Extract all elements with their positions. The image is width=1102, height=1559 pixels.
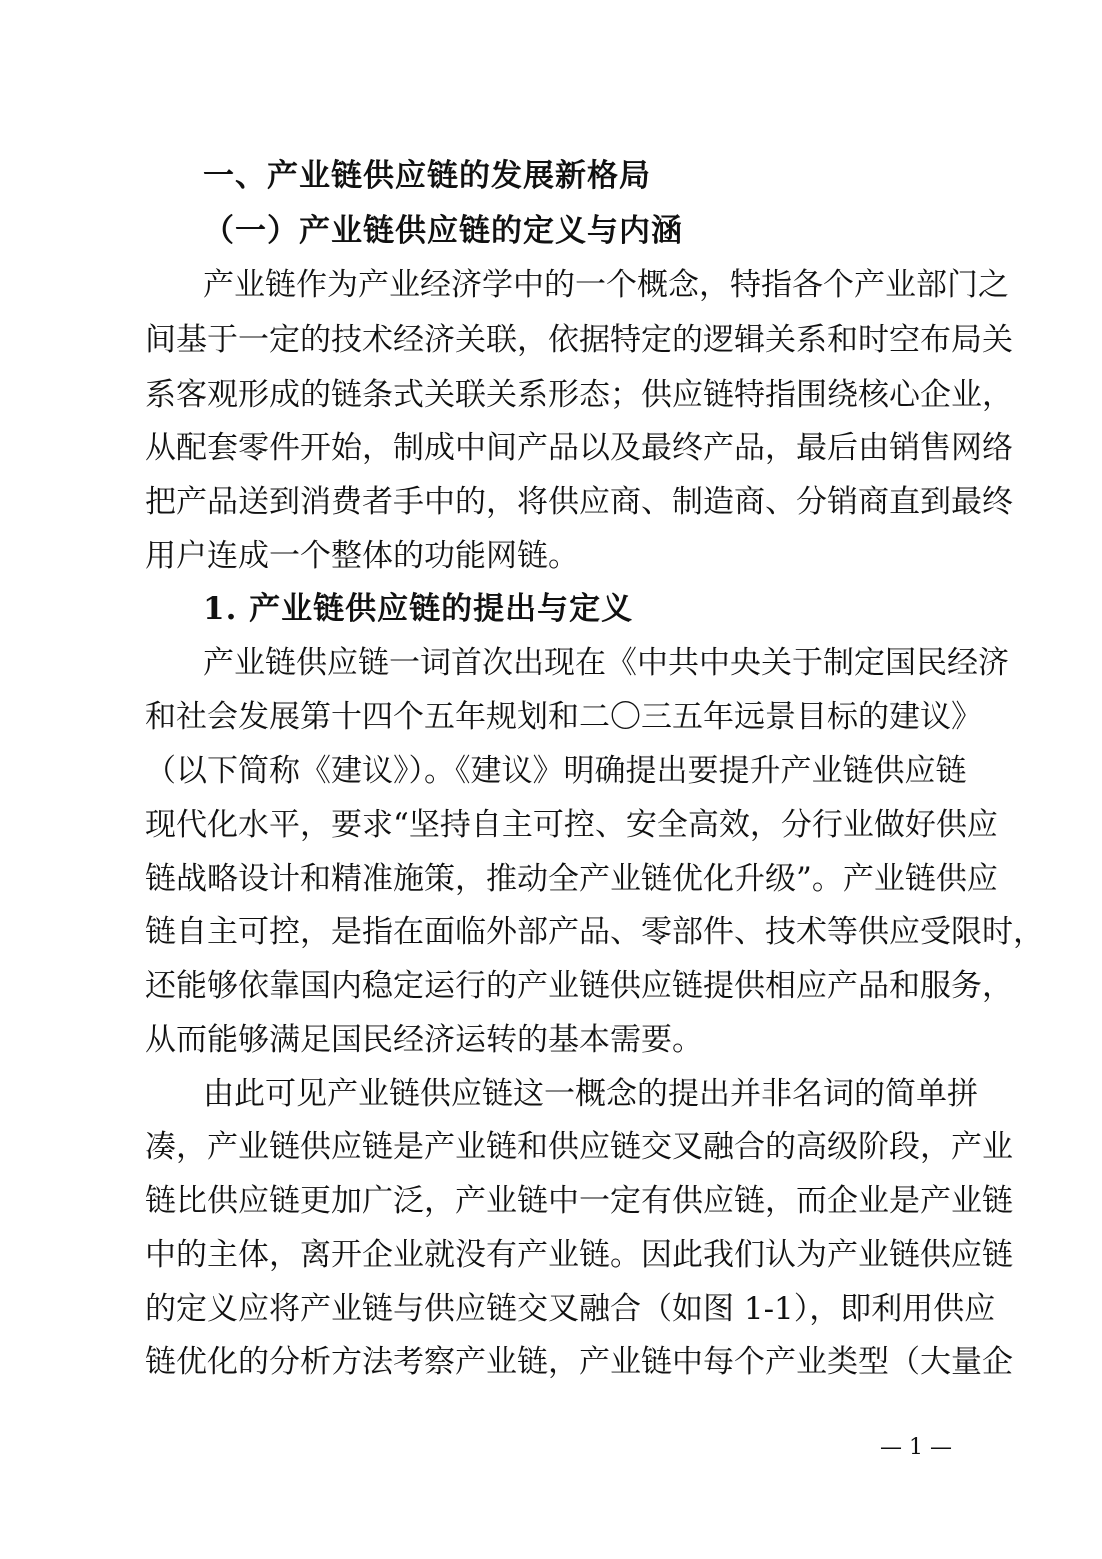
paragraph-line: 系客观形成的链条式关联关系形态；供应链特指围绕核心企业， bbox=[145, 377, 1013, 413]
subsection-heading: （一）产业链供应链的定义与内涵 bbox=[203, 213, 683, 249]
paragraph-line: 从配套零件开始，制成中间产品以及最终产品，最后由销售网络 bbox=[145, 430, 1013, 466]
paragraph-line: 的定义应将产业链与供应链交叉融合（如图 1-1），即利用供应 bbox=[145, 1291, 996, 1327]
paragraph-line: 还能够依靠国内稳定运行的产业链供应链提供相应产品和服务， bbox=[145, 968, 1013, 1004]
paragraph-line: 产业链供应链一词首次出现在《中共中央关于制定国民经济 bbox=[203, 645, 1009, 681]
paragraph-line: 由此可见产业链供应链这一概念的提出并非名词的简单拼 bbox=[203, 1076, 978, 1112]
paragraph-line: 链优化的分析方法考察产业链，产业链中每个产业类型（大量企 bbox=[145, 1344, 1013, 1380]
paragraph-line: 链战略设计和精准施策，推动全产业链优化升级”。产业链供应 bbox=[145, 861, 998, 897]
paragraph-line: 中的主体，离开企业就没有产业链。因此我们认为产业链供应链 bbox=[145, 1237, 1013, 1273]
paragraph-line: 和社会发展第十四个五年规划和二〇三五年远景目标的建议》 bbox=[145, 699, 982, 735]
paragraph-line: 间基于一定的技术经济关联，依据特定的逻辑关系和时空布局关 bbox=[145, 322, 1013, 358]
paragraph-line: 产业链作为产业经济学中的一个概念，特指各个产业部门之 bbox=[203, 267, 1009, 303]
paragraph-line: （以下简称《建议》）。《建议》明确提出要提升产业链供应链 bbox=[145, 753, 967, 789]
paragraph-line: 现代化水平，要求“坚持自主可控、安全高效，分行业做好供应 bbox=[145, 807, 998, 843]
item-heading: 1. 产业链供应链的提出与定义 bbox=[203, 591, 634, 627]
paragraph-line: 链比供应链更加广泛，产业链中一定有供应链，而企业是产业链 bbox=[145, 1183, 1013, 1219]
section-heading: 一、产业链供应链的发展新格局 bbox=[203, 158, 651, 194]
paragraph-line: 把产品送到消费者手中的，将供应商、制造商、分销商直到最终 bbox=[145, 484, 1013, 520]
paragraph-line: 凑，产业链供应链是产业链和供应链交叉融合的高级阶段，产业 bbox=[145, 1129, 1013, 1165]
paragraph-line: 用户连成一个整体的功能网链。 bbox=[145, 538, 579, 574]
page-number: — 1 — bbox=[880, 1435, 952, 1460]
paragraph-line: 从而能够满足国民经济运转的基本需要。 bbox=[145, 1022, 703, 1058]
paragraph-line: 链自主可控，是指在面临外部产品、零部件、技术等供应受限时， bbox=[145, 914, 1044, 950]
